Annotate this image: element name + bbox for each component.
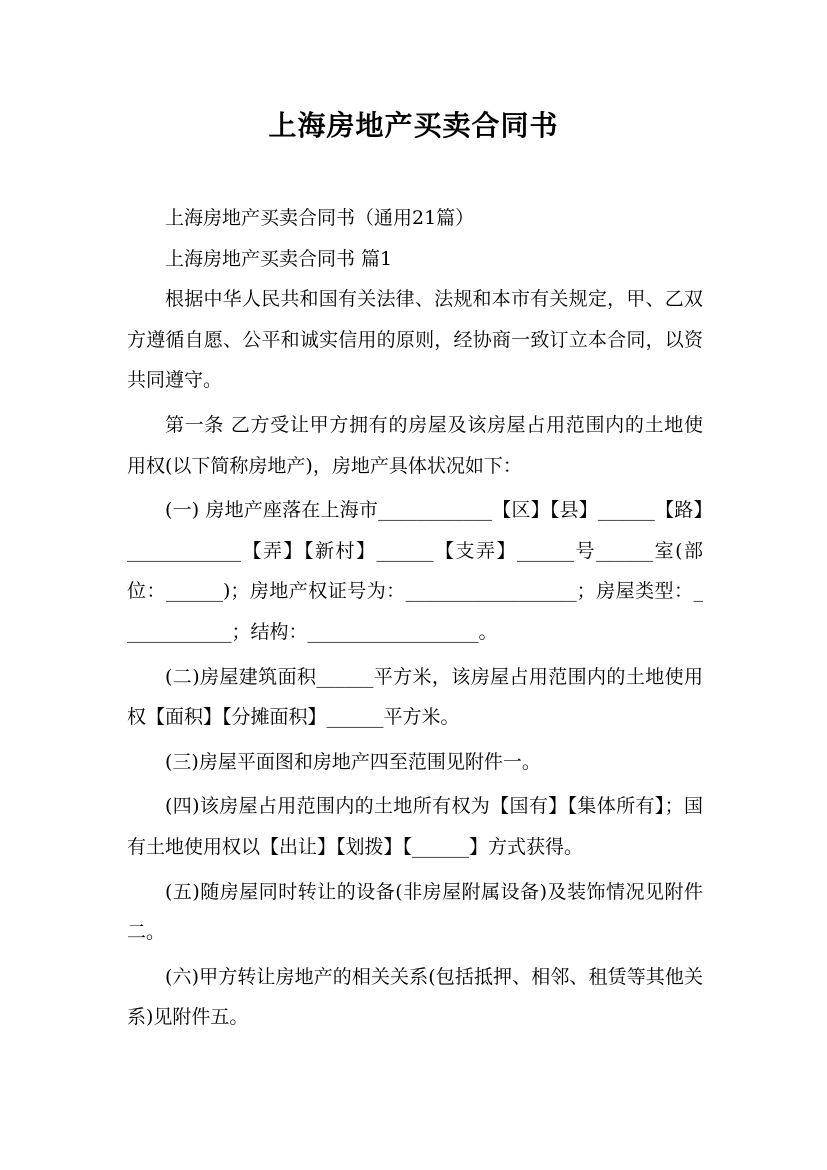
- paragraph-item-4: (四)该房屋占用范围内的土地所有权为【国有】【集体所有】；国有土地使用权以【出让】【划拨】【______】方式获得。: [127, 795, 703, 858]
- document-body: [127, 198, 703, 1038]
- paragraph-item-6: (六)甲方转让房地产的相关关系(包括抵押、相邻、租赁等其他关系)见附件五。: [127, 965, 703, 1029]
- paragraph-item-5: (五)随房屋同时转让的设备(非房屋附属设备)及装饰情况见附件二。: [127, 880, 703, 944]
- paragraph-item-1: (一) 房地产座落在上海市____________【区】【县】______【路】____________【弄】【新村】______【支弄】______号______室(部位：______)；房地产权证号为：__________________；房屋类型：____________；结构：__________________。: [127, 499, 703, 643]
- paragraph-chapter-heading: 上海房地产买卖合同书 篇1: [165, 247, 393, 270]
- paragraph-item-2: (二)房屋建筑面积______平方米，该房屋占用范围内的土地使用权【面积】【分摊面积】______平方米。: [127, 665, 703, 729]
- paragraph-item-3: (三)房屋平面图和房地产四至范围见附件一。: [165, 750, 541, 773]
- paragraph-subtitle: 上海房地产买卖合同书（通用21篇）: [165, 207, 475, 229]
- document-title: 上海房地产买卖合同书: [268, 109, 559, 142]
- paragraph-preamble: 根据中华人民共和国有关法律、法规和本市有关规定，甲、乙双方遵循自愿、公平和诚实信用的原则，经协商一致订立本合同，以资共同遵守。: [127, 288, 703, 392]
- paragraph-article-one: 第一条 乙方受让甲方拥有的房屋及该房屋占用范围内的土地使用权(以下简称房地产)，房地产具体状况如下：: [127, 413, 703, 477]
